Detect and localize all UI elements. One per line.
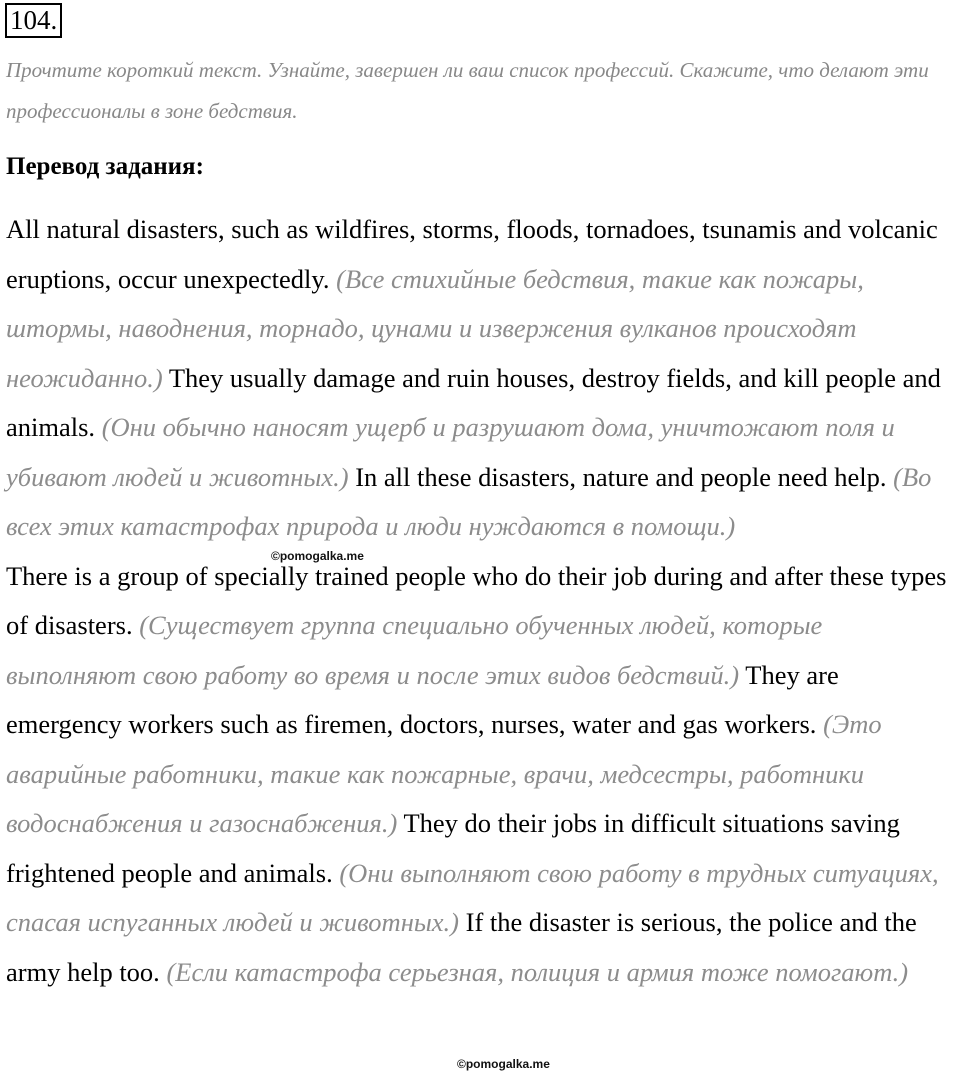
sentence-ru: (Если катастрофа серьезная, полиция и армия тоже помогают.) — [166, 956, 909, 987]
sentence-ru: (Они выполняют свою работу в трудных ситуациях, спасая испуганных людей и животных.) — [6, 857, 939, 937]
paragraph-1 — [6, 205, 958, 552]
sentence-ru: (Во всех этих катастрофах природа и люди нуждаются в помощи.) — [6, 461, 932, 541]
sentence-en: In all these disasters, nature and people need help. — [355, 461, 887, 492]
task-instruction: Прочтите короткий текст. Узнайте, завершен ли ваш список профессий. Скажите, что делают эти профессионалы в зоне бедствия. — [6, 58, 929, 123]
sentence-ru: (Это аварийные работники, такие как пожарные, врачи, медсестры, работники водоснабжения и газоснабжения.) — [6, 709, 882, 838]
sentence-ru: (Все стихийные бедствия, такие как пожары, штормы, наводнения, торнадо, цунами и извержения вулканов происходят неожиданно.) — [6, 263, 864, 393]
sentence-en: They do their jobs in difficult situations saving frightened people and animals. — [6, 808, 900, 888]
sentence-en: They usually damage and ruin houses, destroy fields, and kill people and animals. — [6, 362, 941, 442]
sentence-ru: (Существует группа специально обученных людей, которые выполняют свою работу во время и после этих видов бедствий.) — [6, 610, 823, 690]
paragraph-2 — [6, 552, 958, 998]
watermark: ©pomogalka.me — [457, 1057, 550, 1071]
translation-heading: Перевод задания: — [6, 153, 204, 180]
sentence-en: They are emergency workers such as firemen, doctors, nurses, water and gas workers. — [6, 659, 839, 739]
sentence-en: There is a group of specially trained people who do their job during and after these types of disasters. — [6, 560, 947, 640]
exercise-number: 104. — [5, 3, 62, 38]
sentence-en: If the disaster is serious, the police and the army help too. — [6, 907, 917, 987]
translation-body — [6, 205, 958, 997]
watermark: ©pomogalka.me — [271, 549, 364, 563]
sentence-en: All natural disasters, such as wildfires, storms, floods, tornadoes, tsunamis and volcanic eruptions, occur unexpectedly. — [6, 214, 938, 294]
sentence-ru: (Они обычно наносят ущерб и разрушают дома, уничтожают поля и убивают людей и животных.) — [6, 412, 895, 492]
